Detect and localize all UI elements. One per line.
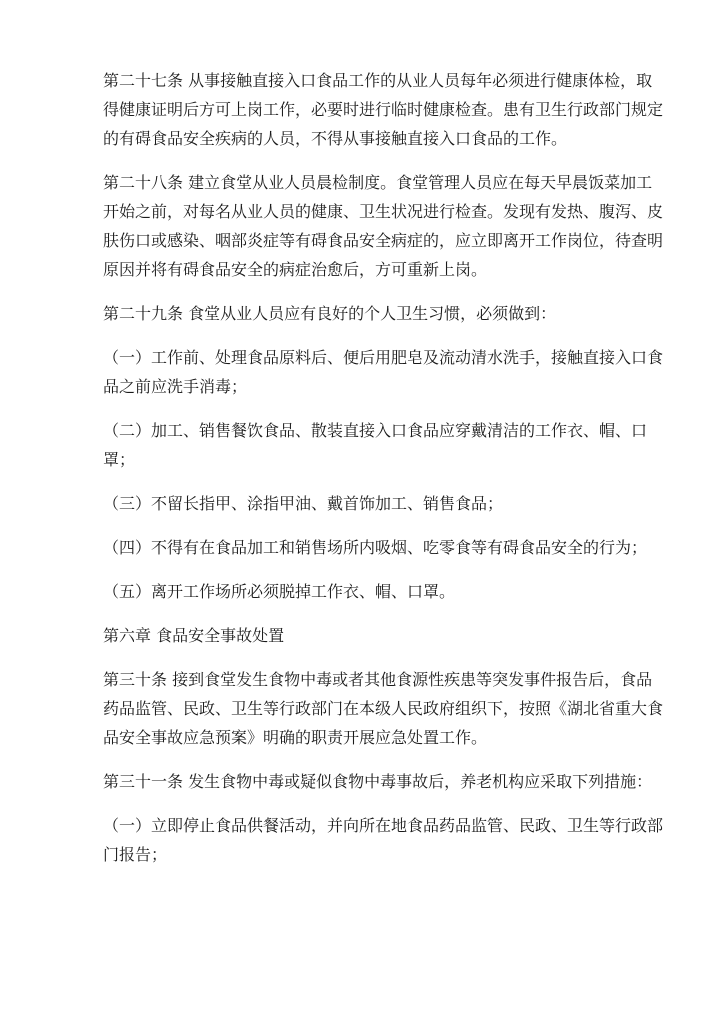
text-line: 品安全事故应急预案》明确的职责开展应急处置工作。 <box>103 728 488 747</box>
text-line: （一）立即停止食品供餐活动，并向所在地食品药品监管、民政、卫生等行政部 <box>103 816 664 835</box>
paragraph <box>103 489 663 518</box>
paragraph <box>103 416 663 474</box>
text-line: 第二十八条 建立食堂从业人员晨检制度。食堂管理人员应在每天早晨饭菜加工 <box>103 173 653 192</box>
paragraph <box>103 811 663 869</box>
text-line: 第六章 食品安全事故处置 <box>103 626 285 645</box>
text-line: （一）工作前、处理食品原料后、便后用肥皂及流动清水洗手，接触直接入口食 <box>103 348 664 367</box>
paragraph <box>103 533 663 562</box>
text-line: （四）不得有在食品加工和销售场所内吸烟、吃零食等有碍食品安全的行为； <box>103 538 648 557</box>
text-line: 品之前应洗手消毒； <box>103 377 248 396</box>
paragraph <box>103 343 663 401</box>
paragraph <box>103 66 663 153</box>
paragraph <box>103 767 663 796</box>
paragraph <box>103 577 663 606</box>
text-line: 第二十七条 从事接触直接入口食品工作的从业人员每年必须进行健康体检，取 <box>103 71 653 90</box>
text-line: 开始之前，对每名从业人员的健康、卫生状况进行检查。发现有发热、腹泻、皮 <box>103 202 664 221</box>
text-line: 罩； <box>103 450 136 469</box>
text-line: 第三十条 接到食堂发生食物中毒或者其他食源性疾患等突发事件报告后，食品 <box>103 670 653 689</box>
text-line: （二）加工、销售餐饮食品、散装直接入口食品应穿戴清洁的工作衣、帽、口 <box>103 421 648 440</box>
text-line: 第三十一条 发生食物中毒或疑似食物中毒事故后，养老机构应采取下列措施： <box>103 772 653 791</box>
paragraph <box>103 299 663 328</box>
text-line: （三）不留长指甲、涂指甲油、戴首饰加工、销售食品； <box>103 494 504 513</box>
text-line: （五）离开工作场所必须脱掉工作衣、帽、口罩。 <box>103 582 456 601</box>
text-line: 的有碍食品安全疾病的人员，不得从事接触直接入口食品的工作。 <box>103 129 568 148</box>
paragraph <box>103 665 663 752</box>
text-line: 药品监管、民政、卫生等行政部门在本级人民政府组织下，按照《湖北省重大食 <box>103 699 664 718</box>
text-line: 原因并将有碍食品安全的病症治愈后，方可重新上岗。 <box>103 260 488 279</box>
paragraph <box>103 621 663 650</box>
text-line: 得健康证明后方可上岗工作，必要时进行临时健康检查。患有卫生行政部门规定 <box>103 100 664 119</box>
paragraph <box>103 168 663 284</box>
document-page <box>103 66 663 884</box>
text-line: 门报告； <box>103 845 168 864</box>
text-line: 肤伤口或感染、咽部炎症等有碍食品安全病症的，应立即离开工作岗位，待查明 <box>103 231 664 250</box>
text-line: 第二十九条 食堂从业人员应有良好的个人卫生习惯，必须做到： <box>103 304 557 323</box>
